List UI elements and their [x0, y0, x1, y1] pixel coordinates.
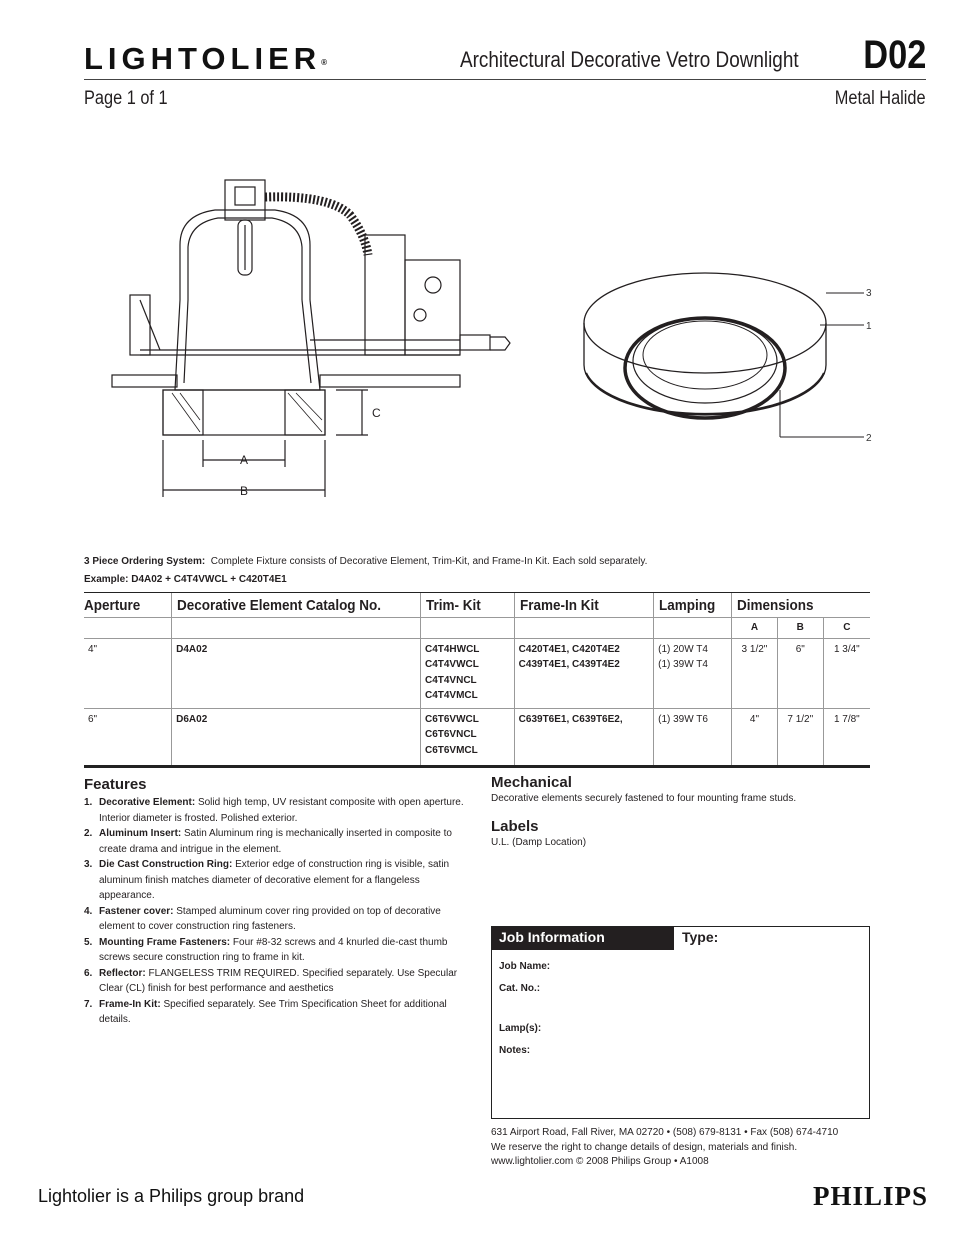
header-dim-c: C — [823, 618, 870, 639]
notes-field[interactable]: Notes: — [499, 1045, 531, 1056]
lamping-cell: (1) 20W T4 (1) 39W T4 — [654, 638, 732, 708]
feature-number: 7. — [84, 998, 93, 1010]
table-row — [84, 638, 870, 708]
header-lamping: Lamping — [654, 593, 732, 618]
brand-logo — [84, 42, 327, 76]
feature-number: 2. — [84, 828, 93, 839]
header-frame: Frame-In Kit — [514, 593, 653, 618]
feature-label: Decorative Element: — [99, 797, 196, 808]
ordering-info — [84, 553, 647, 589]
labels-text: U.L. (Damp Location) — [491, 837, 587, 848]
feature-item — [84, 935, 466, 966]
philips-logo: PHILIPS — [812, 1181, 928, 1211]
lamp-type: Metal Halide — [835, 88, 926, 109]
mechanical-heading: Mechanical — [491, 774, 572, 791]
feature-number: 3. — [84, 859, 93, 870]
header-trim: Trim- Kit — [420, 593, 514, 618]
mechanical-section — [491, 776, 871, 806]
dim-a-cell: 3 1/2" — [732, 638, 778, 708]
header-dimensions: Dimensions — [732, 593, 870, 618]
mechanical-text: Decorative elements securely fastened to four mounting frame studs. — [491, 793, 797, 804]
job-info-heading: Job Information — [492, 927, 674, 950]
feature-item — [84, 966, 466, 997]
dim-a-label: A — [240, 453, 249, 467]
product-code: D02 — [862, 33, 926, 77]
lamping-cell: (1) 39W T6 — [654, 708, 732, 766]
feature-label: Frame-In Kit: — [99, 998, 161, 1010]
feature-text: Stamped aluminum cover ring provided on top of decorative element to cover construction ring fasteners. — [99, 905, 441, 932]
header-rule — [84, 79, 926, 80]
dim-b-cell: 6" — [777, 638, 823, 708]
feature-label: Reflector: — [99, 967, 146, 979]
features-section — [84, 776, 466, 1028]
header-dim-b: B — [777, 618, 823, 639]
registered-mark: ® — [321, 58, 328, 67]
catalog-cell: D4A02 — [172, 638, 421, 708]
callout-1: 1 — [866, 321, 872, 332]
aperture-cell: 4" — [84, 638, 172, 708]
page-indicator: Page 1 of 1 — [84, 88, 168, 109]
disclaimer-line: We reserve the right to change details of design, materials and finish. — [491, 1141, 798, 1153]
job-name-field[interactable]: Job Name: — [499, 961, 551, 972]
feature-number: 1. — [84, 797, 93, 808]
spec-table — [84, 592, 870, 768]
labels-section — [491, 820, 871, 850]
feature-text: Four #8-32 screws and 4 knurled die-cast thumb screws secure construction ring to frame in kit. — [99, 936, 448, 963]
callout-3: 3 — [866, 288, 872, 299]
feature-item — [84, 857, 466, 904]
table-row — [84, 708, 870, 766]
features-list — [84, 795, 466, 1028]
dim-b-cell: 7 1/2" — [777, 708, 823, 766]
feature-text: Satin Aluminum ring is mechanically inserted in composite to create drama and intrigue in the element. — [99, 828, 452, 855]
dim-b-label: B — [240, 484, 249, 498]
header-catalog: Decorative Element Catalog No. — [172, 593, 421, 618]
header-dim-a: A — [732, 618, 778, 639]
ordering-example: Example: D4A02 + C4T4VWCL + C420T4E1 — [84, 574, 287, 585]
address-line: 631 Airport Road, Fall River, MA 02720 • (508) 679-8131 • Fax (508) 674-4710 — [491, 1127, 839, 1138]
frame-cell: C639T6E1, C639T6E2, — [514, 708, 653, 766]
type-field[interactable]: Type: — [682, 929, 719, 945]
feature-number: 4. — [84, 905, 93, 917]
feature-item — [84, 904, 466, 935]
trim-cell: C4T4HWCL C4T4VWCL C4T4VNCL C4T4VMCL — [420, 638, 514, 708]
feature-item — [84, 826, 466, 857]
feature-text: FLANGELESS TRIM REQUIRED. Specified separately. Use Specular Clear (CL) finish for best performance and aesthetics — [99, 967, 458, 994]
trim-cell: C6T6VWCL C6T6VNCL C6T6VMCL — [420, 708, 514, 766]
ordering-text: Complete Fixture consists of Decorative Element, Trim-Kit, and Frame-In Kit. Each sold separately. — [210, 556, 648, 567]
feature-text: Specified separately. See Trim Specification Sheet for additional details. — [99, 998, 447, 1025]
catalog-cell: D6A02 — [172, 708, 421, 766]
ordering-label: 3 Piece Ordering System: — [84, 556, 206, 567]
feature-text: Solid high temp, UV resistant composite with open aperture. Interior diameter is frosted. Polished exterior. — [99, 797, 464, 824]
address-block — [491, 1126, 838, 1170]
feature-label: Die Cast Construction Ring: — [99, 859, 233, 870]
feature-label: Mounting Frame Fasteners: — [99, 936, 231, 948]
brand-name: LIGHTOLIER — [84, 41, 322, 76]
dim-c-cell: 1 7/8" — [823, 708, 870, 766]
brand-statement: Lightolier is a Philips group brand — [38, 1186, 305, 1206]
cat-no-field[interactable]: Cat. No.: — [499, 983, 541, 994]
feature-label: Aluminum Insert: — [99, 828, 182, 839]
frame-cell: C420T4E1, C420T4E2 C439T4E1, C439T4E2 — [514, 638, 653, 708]
feature-label: Fastener cover: — [99, 905, 174, 917]
website-line: www.lightolier.com © 2008 Philips Group • A1008 — [491, 1156, 709, 1167]
lamps-field[interactable]: Lamp(s): — [499, 1023, 542, 1034]
feature-item — [84, 997, 466, 1028]
callout-2: 2 — [866, 433, 872, 444]
features-heading: Features — [84, 776, 147, 793]
feature-item — [84, 795, 466, 826]
dim-c-label: C — [372, 406, 381, 420]
perspective-drawing — [580, 265, 880, 450]
dim-c-cell: 1 3/4" — [823, 638, 870, 708]
document-title: Architectural Decorative Vetro Downlight — [460, 47, 799, 72]
labels-heading: Labels — [491, 818, 539, 835]
aperture-cell: 6" — [84, 708, 172, 766]
feature-number: 5. — [84, 936, 93, 948]
feature-number: 6. — [84, 967, 93, 979]
dim-a-cell: 4" — [732, 708, 778, 766]
header-aperture: Aperture — [84, 593, 172, 618]
feature-text: Exterior edge of construction ring is visible, satin aluminum finish matches diameter of decorative element for a flangeless appearance. — [99, 859, 450, 901]
section-drawing — [100, 175, 530, 505]
job-information-box — [491, 926, 870, 1119]
